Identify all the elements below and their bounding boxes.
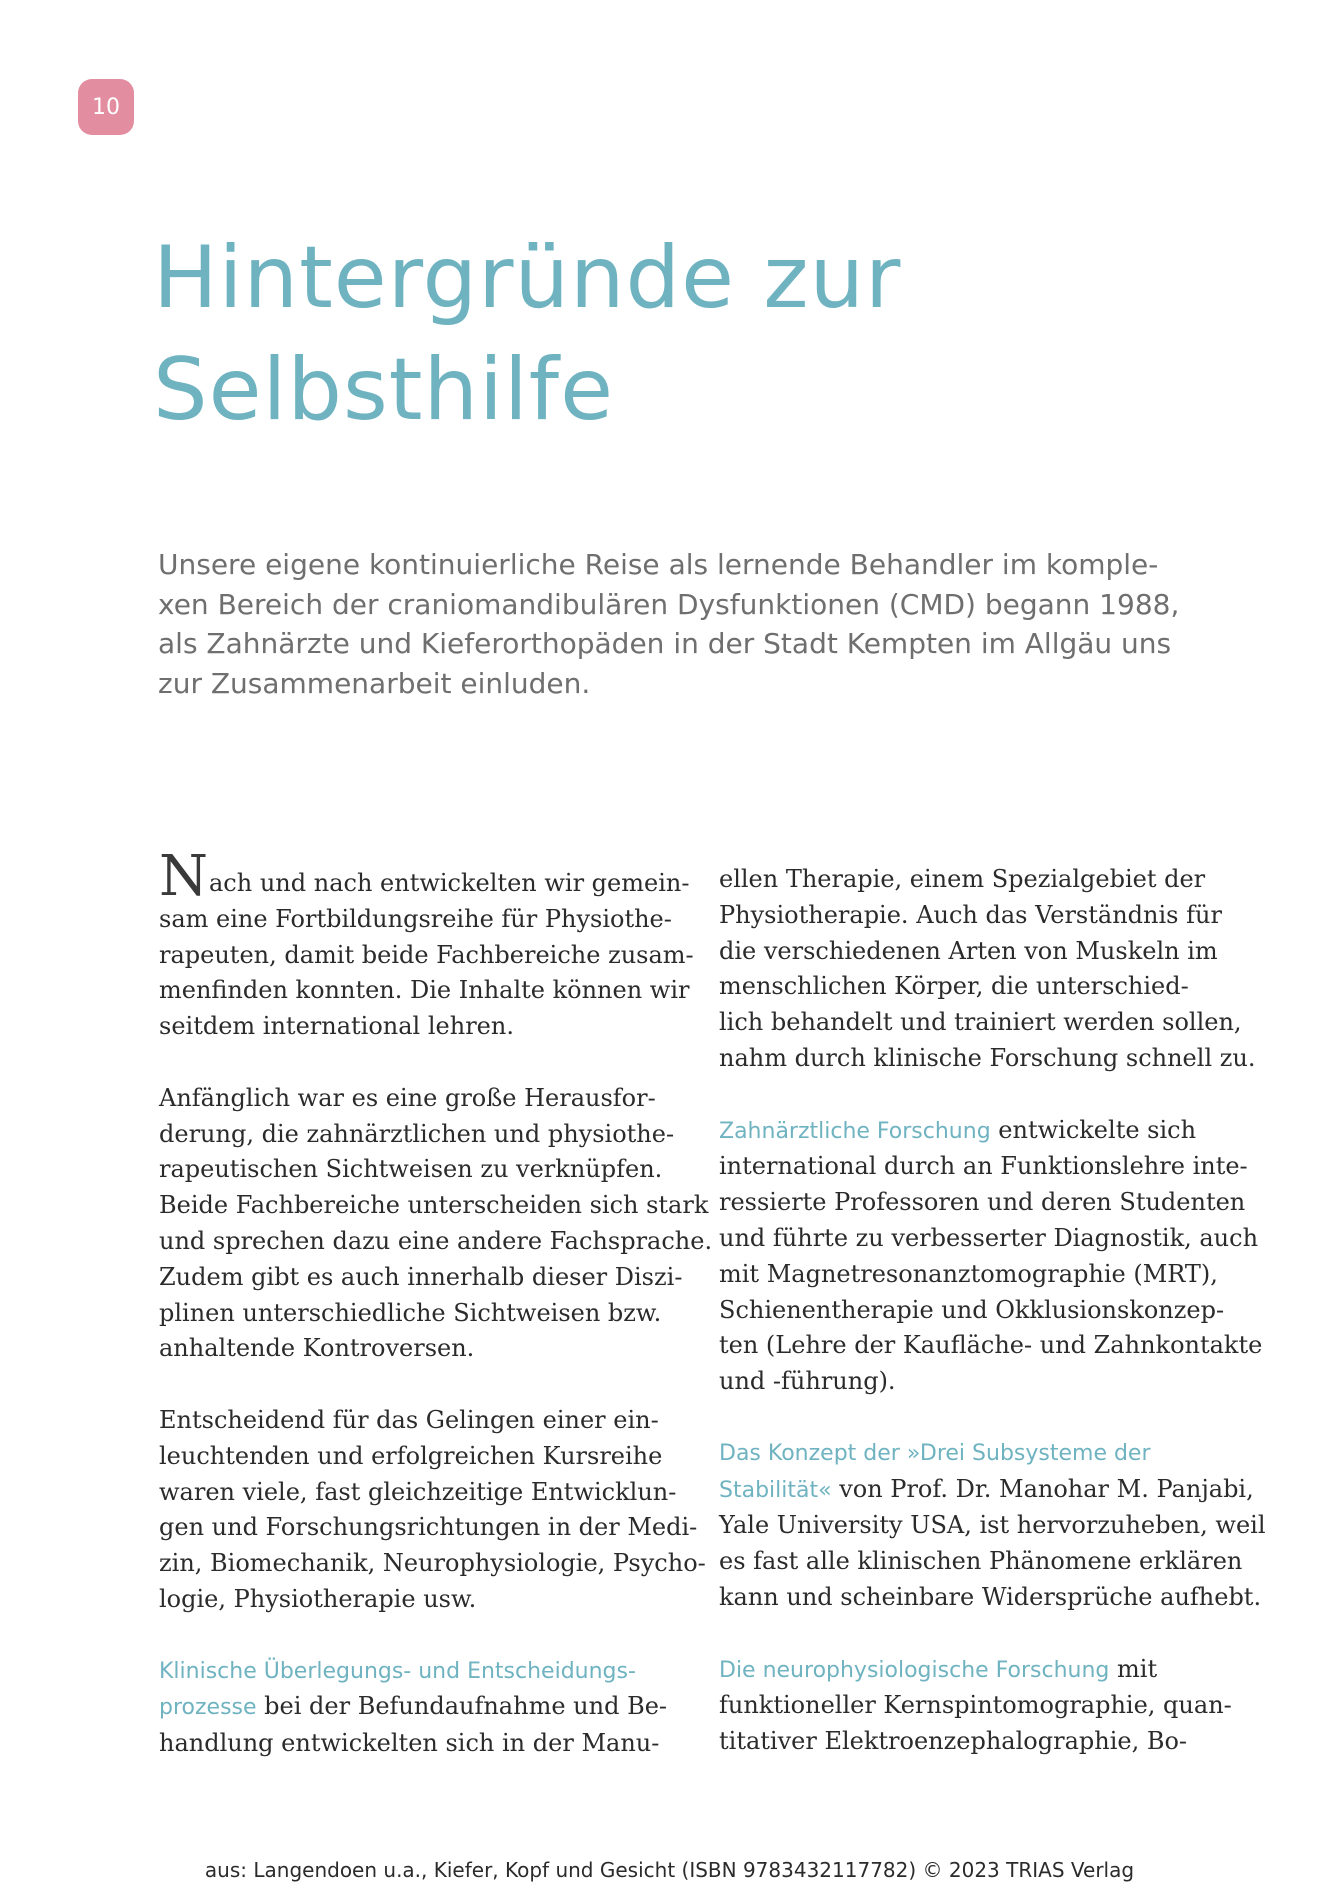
- text-line: Entscheidend für das Gelingen einer ein-: [159, 1405, 659, 1434]
- page-title: [153, 222, 901, 446]
- intro-paragraph: [158, 545, 1238, 703]
- text-line: und führte zu verbesserter Diagnostik, auch: [719, 1223, 1259, 1252]
- text-line: zin, Biomechanik, Neurophysiologie, Psycho-: [159, 1549, 706, 1578]
- text-line: Physiotherapie. Auch das Verständnis für: [719, 900, 1222, 929]
- text-line: gen und Forschungsrichtungen in der Medi-: [159, 1513, 698, 1542]
- footer-citation: aus: Langendoen u.a., Kiefer, Kopf und Gesicht (ISBN 9783432117782) © 2023 TRIAS Verlag: [204, 1858, 1135, 1882]
- paragraph: [719, 1436, 1266, 1616]
- text-line: [719, 1652, 1239, 1689]
- text-fragment: ach und nach entwickelten wir gemein-: [209, 869, 690, 897]
- text-line: Zudem gibt es auch innerhalb dieser Diszi-: [159, 1262, 683, 1291]
- text-line: anhaltende Kontroversen.: [159, 1334, 475, 1363]
- text-line: [719, 1113, 1239, 1150]
- text-line: menschlichen Körper, die unterschied-: [719, 972, 1189, 1001]
- highlight-heading: prozesse: [159, 1695, 257, 1721]
- title-line-2: Selbsthilfe: [153, 340, 614, 440]
- paragraph: [159, 1081, 713, 1367]
- page-number-badge: 10: [78, 79, 134, 135]
- title-line-1: Hintergründe zur: [153, 228, 902, 328]
- text-line: international durch an Funktionslehre inte-: [719, 1152, 1248, 1181]
- text-line: ten (Lehre der Kaufläche- und Zahnkontakte: [719, 1331, 1263, 1360]
- text-line: Anfänglich war es eine große Herausfor-: [159, 1083, 656, 1112]
- paragraph: [719, 862, 1256, 1077]
- text-line: die verschiedenen Arten von Muskeln im: [719, 936, 1218, 965]
- text-line: kann und scheinbare Widersprüche aufhebt.: [719, 1582, 1262, 1611]
- text-line: logie, Physiotherapie usw.: [159, 1584, 477, 1613]
- intro-line: Unsere eigene kontinuierliche Reise als lernende Behandler im komple-: [158, 548, 1159, 581]
- paragraph: [159, 1403, 706, 1618]
- right-column: [719, 862, 1266, 1796]
- text-line: mit Magnetresonanztomographie (MRT),: [719, 1259, 1218, 1288]
- text-line: lich behandelt und trainiert werden sollen,: [719, 1008, 1242, 1037]
- text-line: derung, die zahnärztlichen und physiothe-: [159, 1119, 675, 1148]
- text-line: sam eine Fortbildungsreihe für Physiothe-: [159, 904, 672, 933]
- text-fragment: entwickelte sich: [990, 1115, 1197, 1144]
- text-line: handlung entwickelten sich in der Manu-: [159, 1729, 660, 1758]
- paragraph: [159, 1654, 679, 1762]
- paragraph: [159, 844, 694, 1045]
- text-line: rapeuten, damit beide Fachbereiche zusam-: [159, 940, 694, 969]
- text-line: rapeutischen Sichtweisen zu verknüpfen.: [159, 1155, 663, 1184]
- paragraph: [719, 1113, 1263, 1400]
- text-line: [159, 1689, 679, 1726]
- drop-cap: N: [159, 844, 208, 909]
- text-line: titativer Elektroenzephalographie, Bo-: [719, 1727, 1188, 1756]
- text-line: und sprechen dazu eine andere Fachsprache.: [159, 1226, 713, 1255]
- text-line: ressierte Professoren und deren Studenten: [719, 1188, 1246, 1217]
- text-line: waren viele, fast gleichzeitige Entwicklun-: [159, 1477, 677, 1506]
- text-line: und -führung).: [719, 1367, 896, 1396]
- highlight-heading: Die neurophysiologische Forschung: [719, 1657, 1110, 1683]
- intro-line: als Zahnärzte und Kieferorthopäden in der Stadt Kempten im Allgäu uns: [158, 627, 1172, 660]
- left-column: [159, 844, 713, 1798]
- text-line: es fast alle klinischen Phänomene erklären: [719, 1547, 1243, 1576]
- text-line: nahm durch klinische Forschung schnell zu.: [719, 1043, 1256, 1072]
- text-line: leuchtenden und erfolgreichen Kursreihe: [159, 1441, 663, 1470]
- text-line: [719, 1472, 1254, 1509]
- text-line: Yale University USA, ist hervorzuheben, weil: [719, 1511, 1266, 1540]
- paragraph: [719, 1652, 1239, 1760]
- text-fragment: bei der Befundaufnahme und Be-: [256, 1692, 668, 1721]
- text-line: seitdem international lehren.: [159, 1012, 514, 1041]
- intro-line: xen Bereich der craniomandibulären Dysfunktionen (CMD) begann 1988,: [158, 587, 1180, 621]
- highlight-heading: Das Konzept der »Drei Subsysteme der: [719, 1440, 1151, 1466]
- text-line: menfinden konnten. Die Inhalte können wir: [159, 976, 690, 1005]
- text-line: [159, 844, 690, 909]
- text-fragment: mit: [1109, 1654, 1158, 1683]
- intro-line: zur Zusammenarbeit einluden.: [158, 666, 591, 700]
- highlight-heading: Klinische Überlegungs- und Entscheidungs-: [159, 1658, 636, 1684]
- highlight-heading: Zahnärztliche Forschung: [719, 1118, 991, 1144]
- text-fragment: von Prof. Dr. Manohar M. Panjabi,: [831, 1474, 1254, 1503]
- text-line: Schienentherapie und Okklusionskonzep-: [719, 1295, 1225, 1324]
- text-line: ellen Therapie, einem Spezialgebiet der: [719, 865, 1206, 893]
- text-line: plinen unterschiedliche Sichtweisen bzw.: [159, 1298, 662, 1327]
- highlight-heading: Stabilität«: [719, 1477, 832, 1503]
- text-line: Beide Fachbereiche unterscheiden sich stark: [159, 1191, 709, 1220]
- text-line: funktioneller Kernspintomographie, quan-: [719, 1691, 1232, 1720]
